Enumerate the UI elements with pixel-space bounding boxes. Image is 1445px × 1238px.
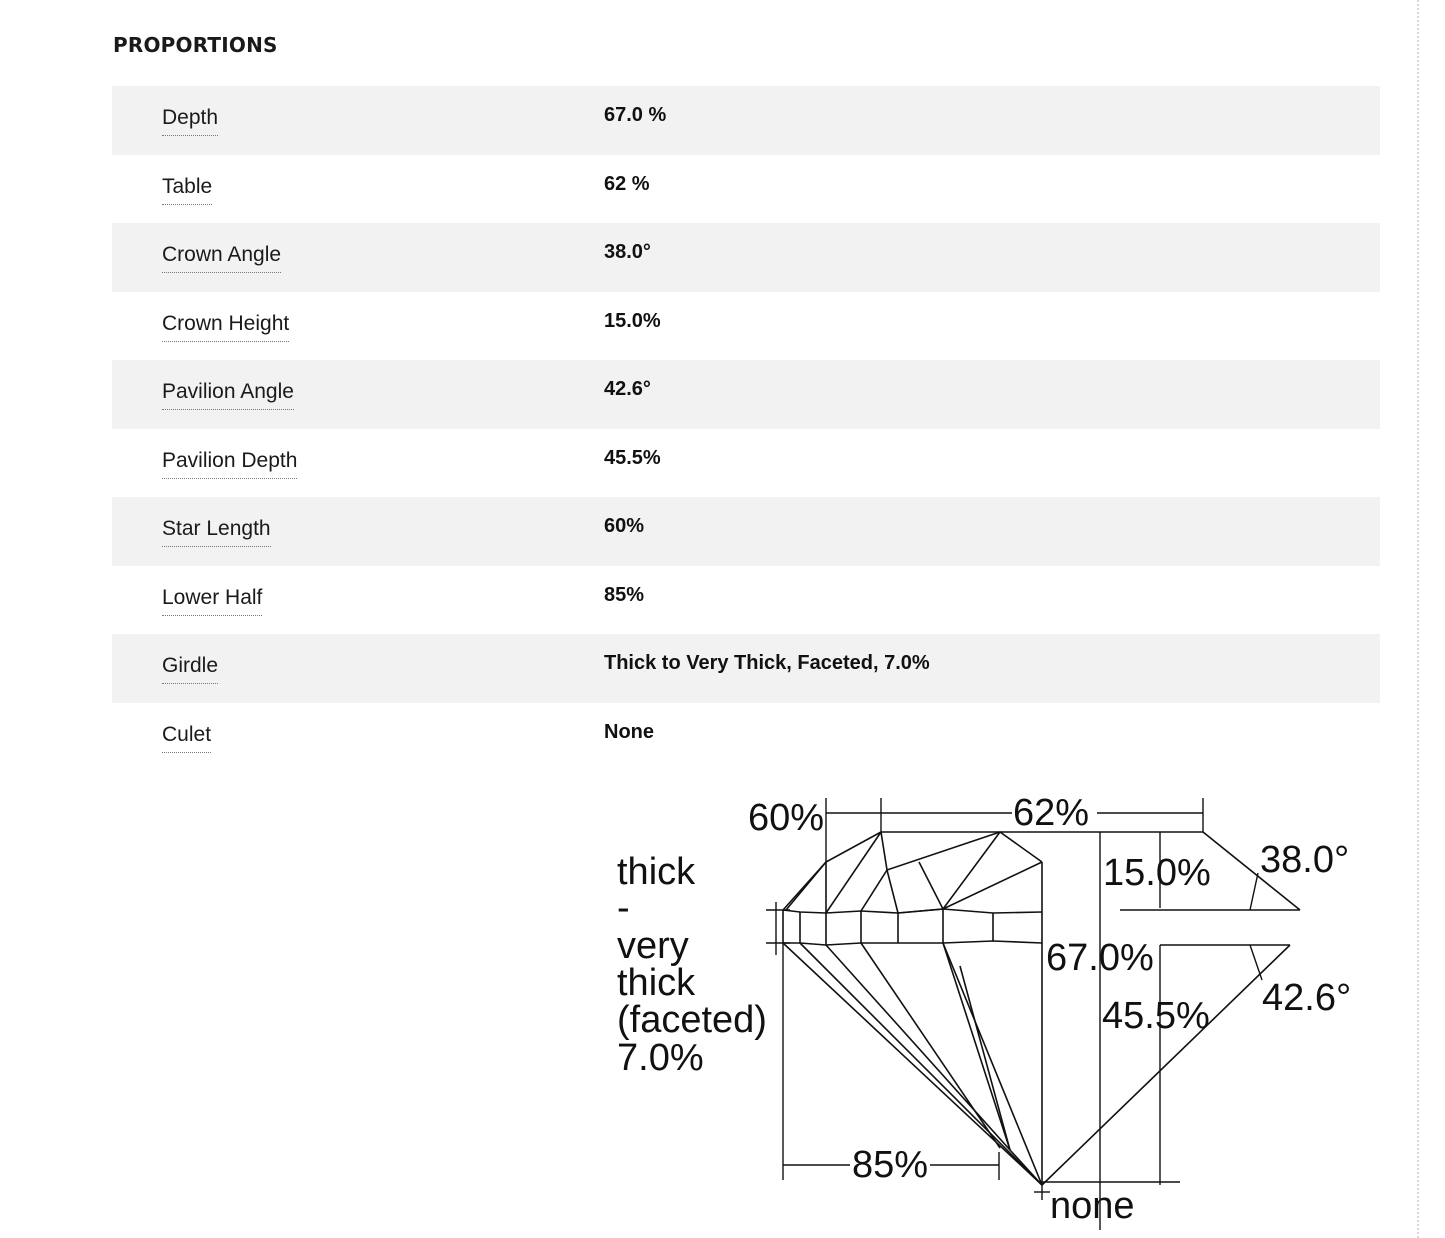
- row-value: 15.0%: [604, 309, 661, 332]
- row-value: Thick to Very Thick, Faceted, 7.0%: [604, 652, 930, 674]
- table-row: [112, 223, 1380, 292]
- page-right-border: [1417, 0, 1419, 1238]
- row-value: 38.0°: [604, 241, 651, 263]
- girdle-label-line: very: [617, 925, 689, 967]
- table-label: 62%: [1013, 792, 1090, 834]
- crown-height-label: 15.0%: [1103, 852, 1211, 894]
- row-value: None: [604, 720, 654, 743]
- row-value: 60%: [604, 515, 645, 537]
- pavilion-depth-label: 45.5%: [1102, 995, 1210, 1037]
- row-label[interactable]: Crown Height: [162, 312, 289, 342]
- row-label[interactable]: Crown Angle: [162, 243, 281, 273]
- pavilion-angle-label: 42.6°: [1262, 977, 1352, 1019]
- crown-angle-label: 38.0°: [1260, 839, 1350, 881]
- table-row: [112, 429, 1380, 498]
- table-row: [112, 566, 1380, 635]
- row-label[interactable]: Pavilion Depth: [162, 449, 297, 479]
- section-title: PROPORTIONS: [113, 33, 278, 57]
- row-label[interactable]: Pavilion Angle: [162, 380, 294, 410]
- girdle-label-line: -: [617, 887, 630, 929]
- girdle-label-line: (faceted): [617, 999, 767, 1041]
- row-value: 67.0 %: [604, 104, 667, 126]
- row-label[interactable]: Table: [162, 175, 212, 205]
- row-label[interactable]: Girdle: [162, 654, 218, 684]
- total-depth-label: 67.0%: [1046, 937, 1154, 979]
- row-value: 85%: [604, 583, 645, 606]
- row-value: 62 %: [604, 172, 650, 195]
- diamond-proportions-diagram: [600, 780, 1380, 1230]
- table-row: [112, 292, 1380, 361]
- lower-half-label: 85%: [852, 1144, 929, 1186]
- diagram-labels: [617, 792, 1351, 1227]
- table-row: [112, 86, 1380, 155]
- dimension-lines: [766, 798, 1300, 1230]
- row-value: 45.5%: [604, 446, 661, 469]
- table-row: [112, 155, 1380, 224]
- diamond-profile-svg: [600, 780, 1380, 1230]
- proportions-table: [112, 86, 1380, 771]
- table-row: [112, 497, 1380, 566]
- diamond-outline: [783, 832, 1300, 1185]
- girdle-label-line: thick: [617, 962, 696, 1004]
- girdle-label-line: 7.0%: [617, 1037, 704, 1079]
- row-label[interactable]: Culet: [162, 723, 211, 753]
- table-row: [112, 634, 1380, 703]
- star-length-label: 60%: [748, 797, 825, 839]
- girdle-label-line: thick: [617, 851, 696, 893]
- row-label[interactable]: Depth: [162, 106, 218, 136]
- row-label[interactable]: Star Length: [162, 517, 271, 547]
- table-row: [112, 360, 1380, 429]
- culet-label: none: [1050, 1185, 1135, 1227]
- row-value: 42.6°: [604, 378, 651, 400]
- row-label[interactable]: Lower Half: [162, 586, 262, 616]
- table-row: [112, 703, 1380, 772]
